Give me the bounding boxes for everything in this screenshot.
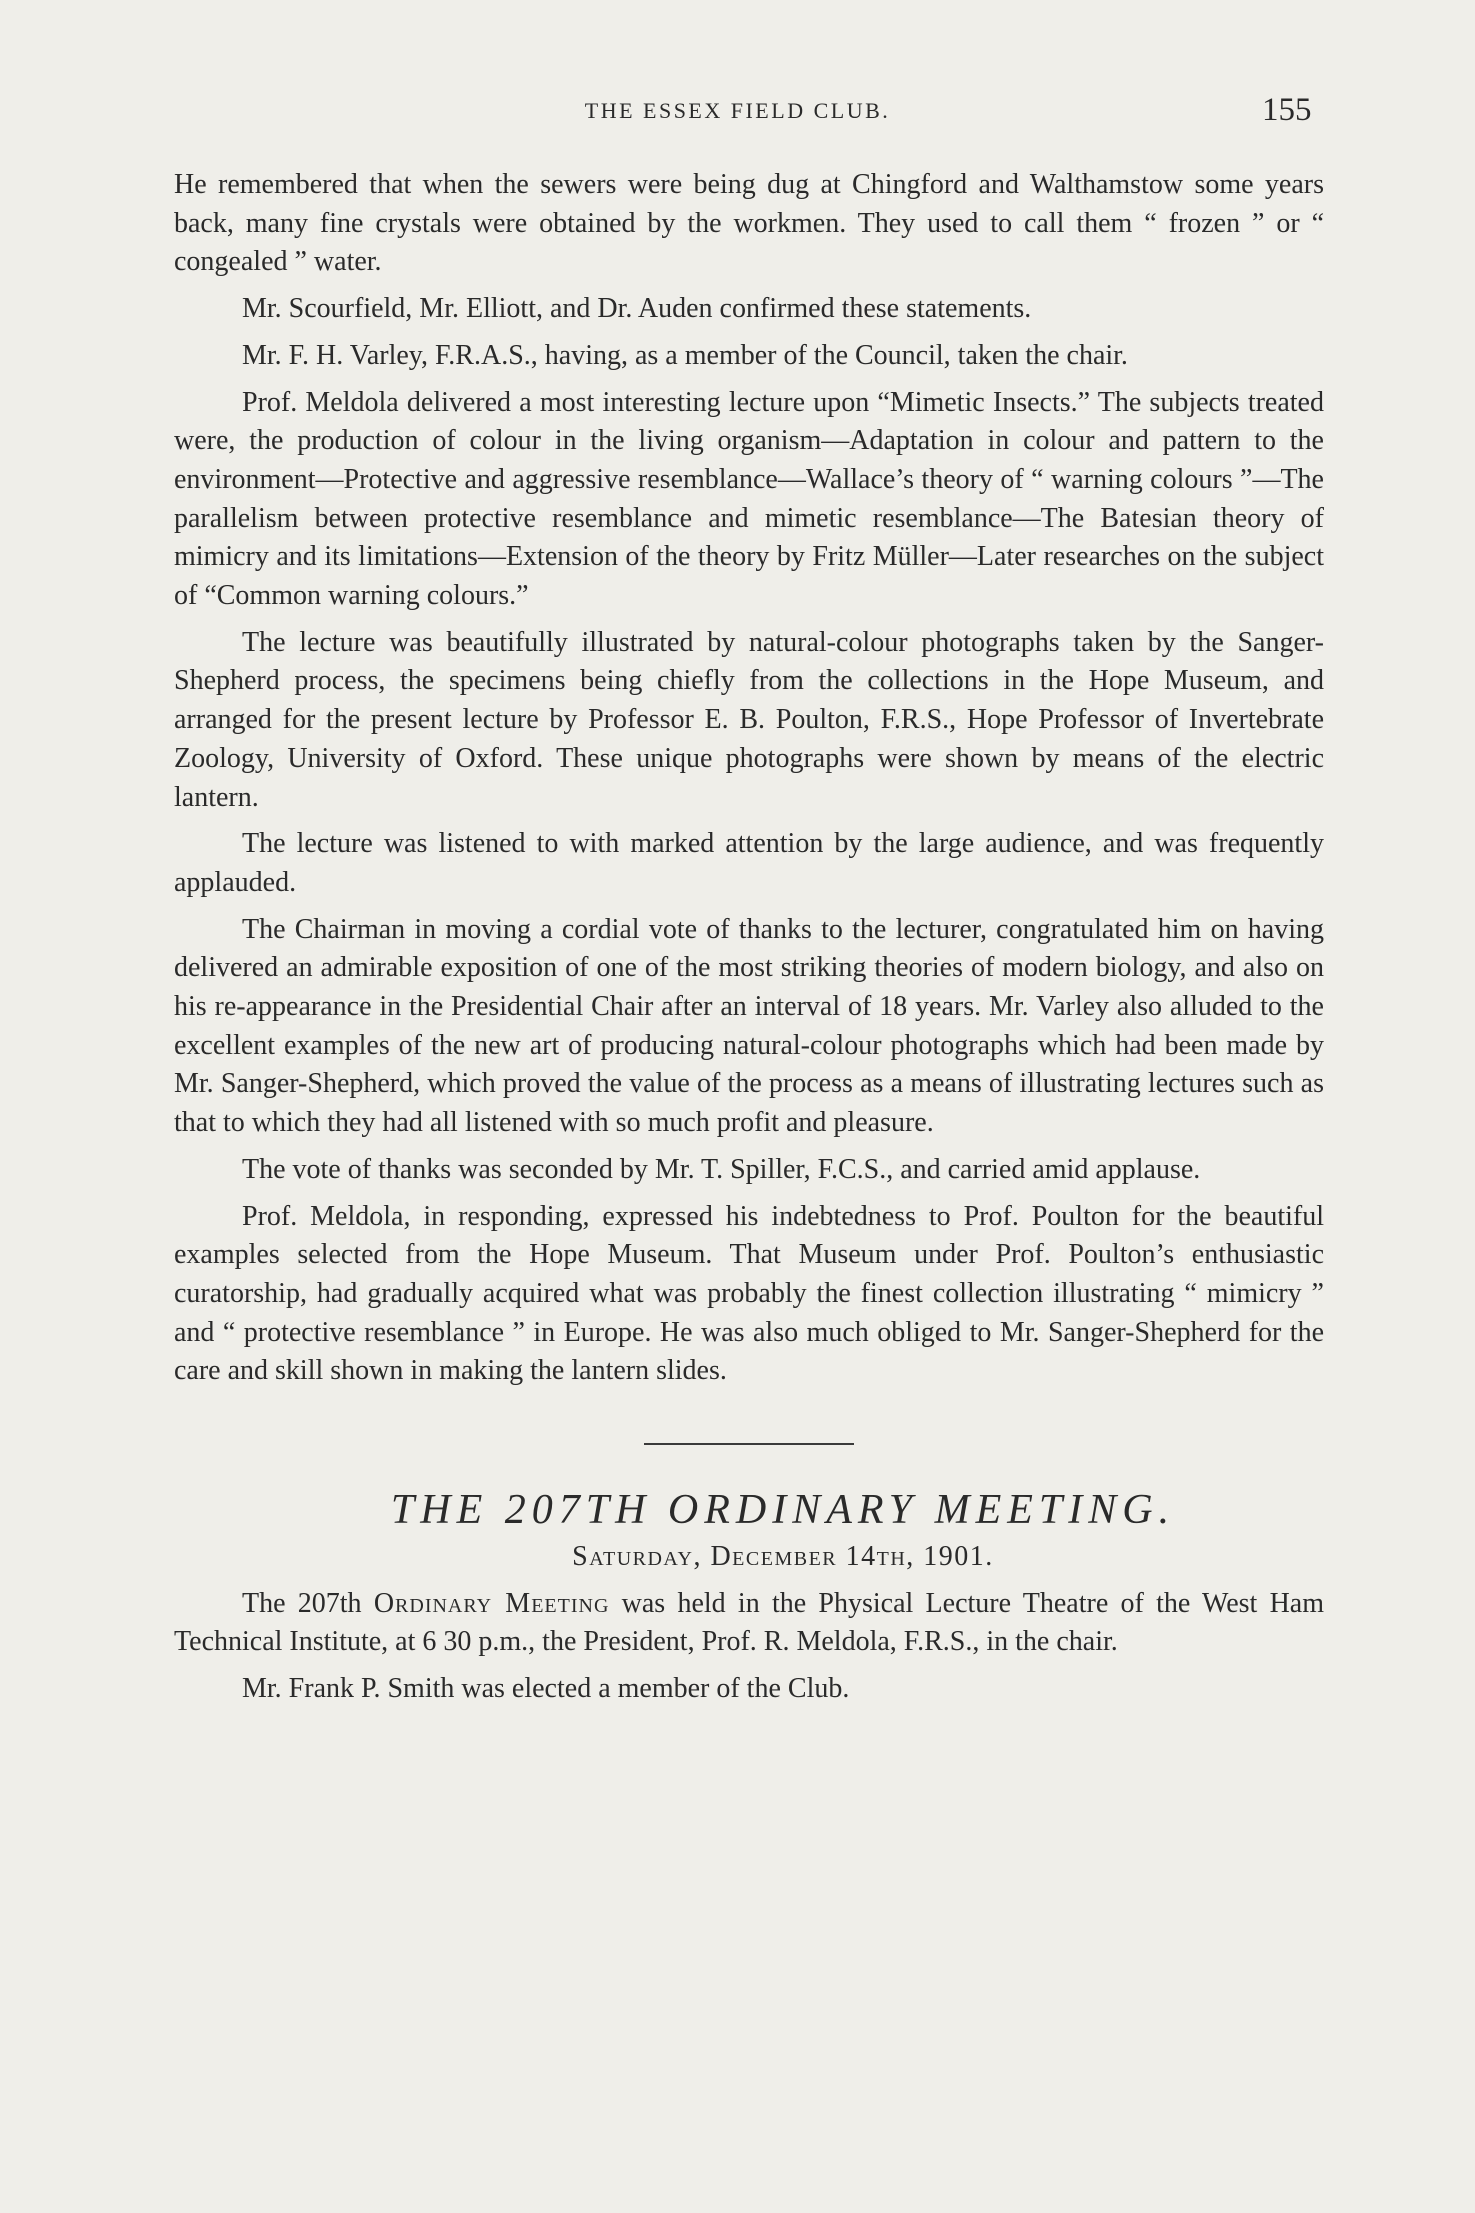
body-text — [174, 166, 1324, 1717]
running-header — [0, 92, 1475, 138]
election-notice: Mr. Frank P. Smith was elected a member of the Club. — [242, 1672, 850, 1704]
paragraph: The lecture was beautifully illustrated by natural-colour photographs taken by the Sanger-Shepherd process, the specimens being chiefly from the collections in the Hope Museum, and arranged for the present lecture by Professor E. B. Poulton, F.R.S., Hope Professor of Invertebrate Zoology, University of Oxford. These unique photographs were shown by means of the electric lantern. — [174, 626, 1324, 813]
paragraph: Mr. Scourfield, Mr. Elliott, and Dr. Auden confirmed these statements. — [242, 293, 1032, 325]
paragraph: The Chairman in moving a cordial vote of thanks to the lecturer, congratulated him on having delivered an admirable exposition of one of the most striking theories of modern biology, and also on his re-appearance in the Presidential Chair after an interval of 18 years. Mr. Varley also alluded to the excellent examples of the new art of producing natural-colour photographs which had been made by Mr. Sanger-Shepherd, which proved the value of the process as a means of illustrating lectures such as that to which they had all listened with so much profit and pleasure. — [174, 913, 1324, 1139]
section-divider — [644, 1443, 854, 1445]
meeting-intro-rest: was held in the Physical Lecture Theatre of the West Ham Technical Institute, at 6 30 p.m., the President, Prof. R. Meldola, F.R.S., in the chair. — [174, 1587, 1325, 1658]
paragraph: The vote of thanks was seconded by Mr. T. Spiller, F.C.S., and carried amid applause. — [242, 1153, 1201, 1185]
running-title: THE ESSEX FIELD CLUB. — [584, 98, 891, 123]
meeting-intro-caps: Ordinary Meeting — [373, 1587, 610, 1619]
paragraph: Prof. Meldola, in responding, expressed his indebtedness to Prof. Poulton for the beautiful examples selected from the Hope Museum. That Museum under Prof. Poulton’s enthusiastic curatorship, had gradually acquired what was probably the finest collection illustrating “ mimicry ” and “ protective resemblance ” in Europe. He was also much obliged to Mr. Sanger-Shepherd for the care and skill shown in making the lantern slides. — [174, 1200, 1324, 1387]
meeting-date: Saturday, December 14th, 1901. — [572, 1540, 994, 1572]
paragraph: The lecture was listened to with marked attention by the large audience, and was frequently applauded. — [174, 828, 1324, 898]
meeting-title: THE 207TH ORDINARY MEETING. — [390, 1487, 1176, 1534]
paragraph: Prof. Meldola delivered a most interesting lecture upon “Mimetic Insects.” The subjects treated were, the production of colour in the living organism—Adaptation in colour and pattern to the environment—Protective and aggressive resemblance—Wallace’s theory of “ warning colours ”—The parallelism between protective resemblance and mimetic resemblance—The Batesian theory of mimicry and its limitations—Extension of the theory by Fritz Müller—Later researches on the subject of “Common warning colours.” — [174, 386, 1324, 612]
page-number: 155 — [1262, 92, 1312, 128]
paragraph: Mr. F. H. Varley, F.R.A.S., having, as a member of the Council, taken the chair. — [242, 339, 1128, 371]
meeting-intro — [174, 1585, 1324, 1662]
paragraph: He remembered that when the sewers were being dug at Chingford and Walthamstow some years back, many fine crystals were obtained by the workmen. They used to call them “ frozen ” or “ congealed ” water. — [174, 169, 1324, 278]
meeting-intro-lead: The 207th — [242, 1587, 374, 1619]
